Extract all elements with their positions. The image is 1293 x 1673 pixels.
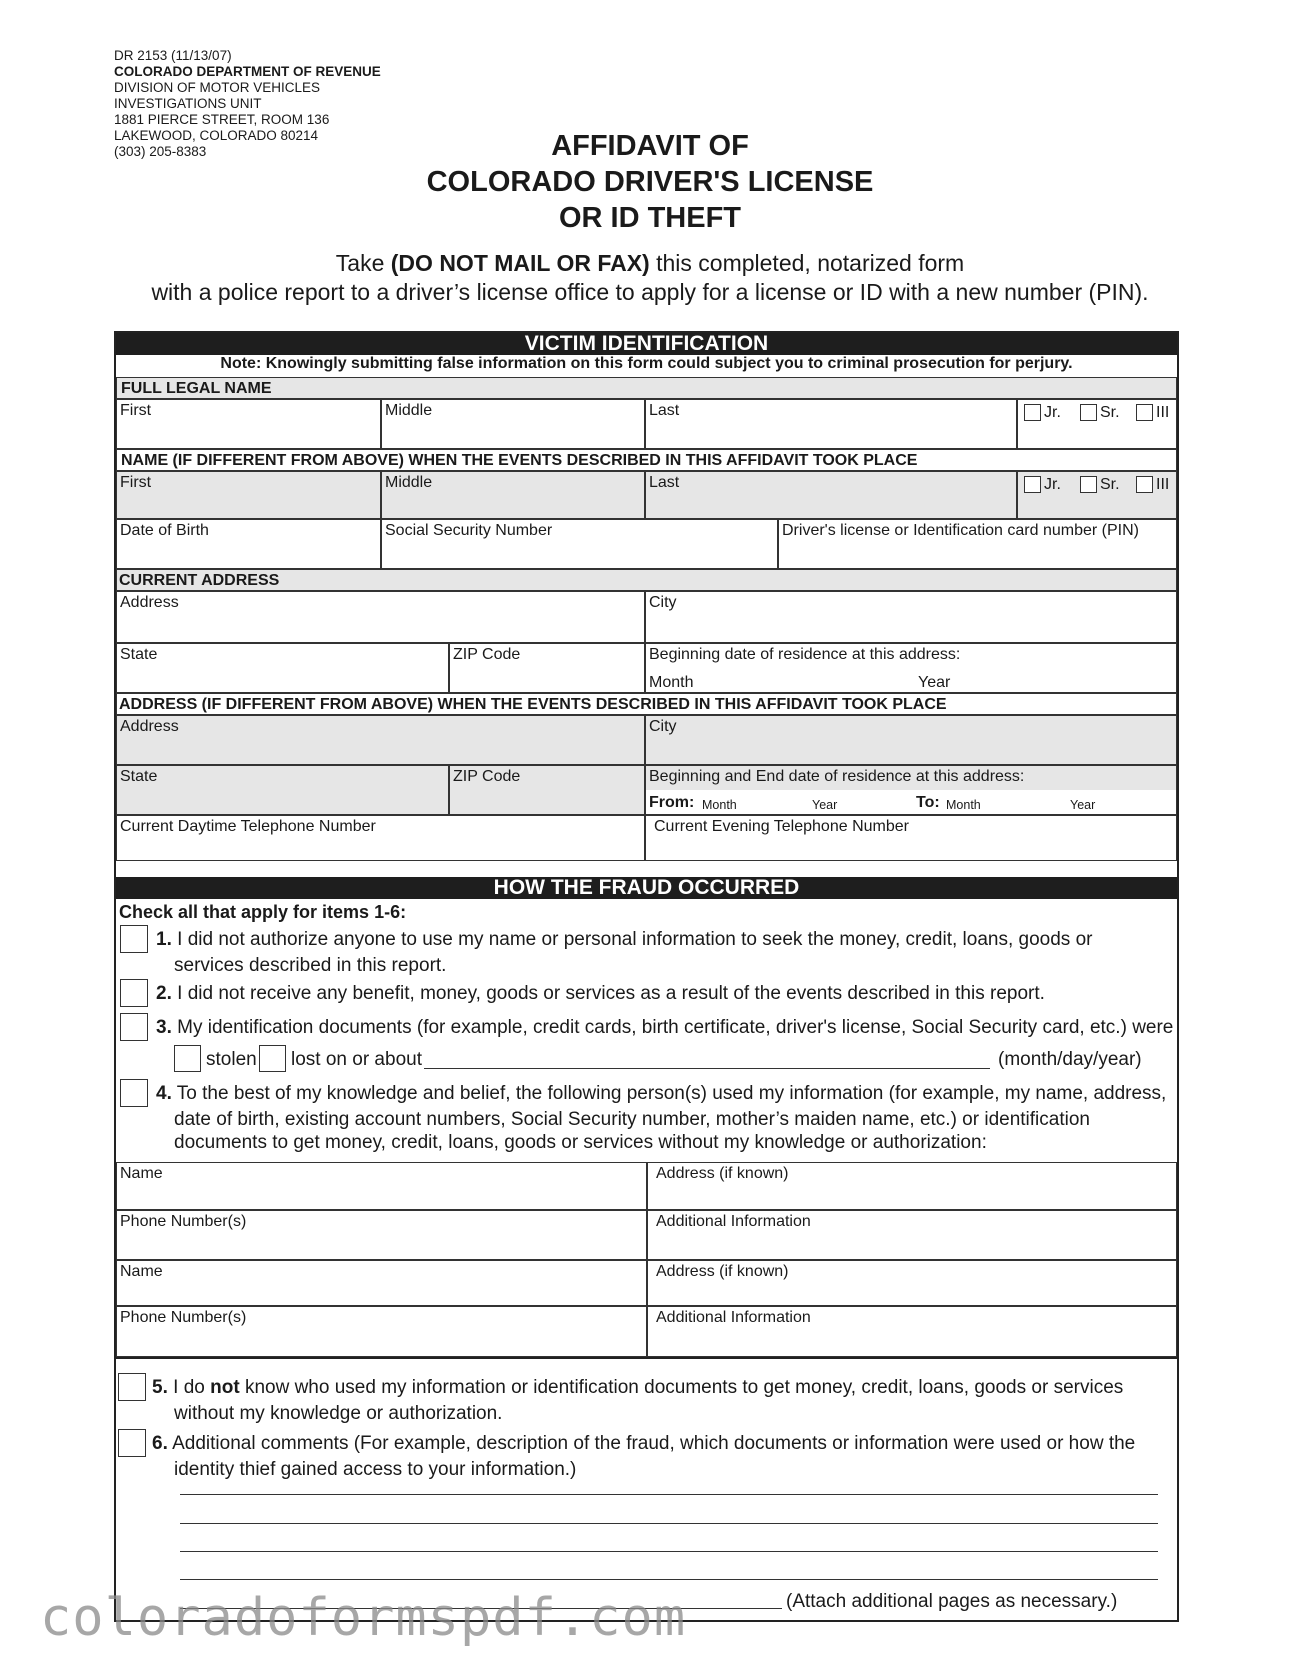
first-name-field[interactable] bbox=[116, 399, 381, 449]
begin-month-label: Month bbox=[649, 674, 694, 691]
iii-checkbox[interactable] bbox=[1136, 404, 1153, 421]
suspect-2-name-field[interactable] bbox=[116, 1260, 647, 1306]
suspect-2-phone-field[interactable] bbox=[116, 1306, 647, 1357]
fraud-bar: HOW THE FRAUD OCCURRED bbox=[116, 877, 1177, 899]
current-state-field[interactable] bbox=[116, 643, 449, 693]
victim-identification-bar: VICTIM IDENTIFICATION bbox=[116, 333, 1177, 355]
item-1-text bbox=[156, 927, 1092, 953]
prior-iii-label: III bbox=[1156, 476, 1170, 493]
dob-field[interactable] bbox=[116, 519, 381, 569]
begin-end-label: Beginning and End date of residence at this address: bbox=[649, 768, 1025, 785]
item-2-text bbox=[156, 981, 1045, 1007]
title-line-2: COLORADO DRIVER'S LICENSE bbox=[426, 166, 874, 198]
to-month-label: Month bbox=[946, 798, 981, 812]
prior-first-name-field[interactable] bbox=[116, 471, 381, 519]
residence-range-field[interactable] bbox=[645, 765, 1177, 815]
instr-line-2: with a police report to a driver’s license office to apply for a license or ID with a new number (PIN). bbox=[151, 279, 1149, 305]
unit-name: INVESTIGATIONS UNIT bbox=[114, 96, 262, 111]
suspect-1-address-field[interactable] bbox=[647, 1162, 1177, 1210]
zip-label: ZIP Code bbox=[453, 646, 521, 663]
title-line-1: AFFIDAVIT OF bbox=[551, 130, 749, 162]
name-different-label: NAME (IF DIFFERENT FROM ABOVE) WHEN THE EVENTS DESCRIBED IN THIS AFFIDAVIT TOOK PLACE bbox=[121, 452, 918, 469]
date-format-label: (month/day/year) bbox=[998, 1049, 1142, 1070]
check-all-instruction: Check all that apply for items 1-6: bbox=[119, 902, 407, 922]
prior-sr-label: Sr. bbox=[1100, 476, 1120, 493]
prior-iii-checkbox[interactable] bbox=[1136, 476, 1153, 493]
attach-pages-note: (Attach additional pages as necessary.) bbox=[786, 1591, 1118, 1612]
prior-address-label: Address bbox=[120, 718, 179, 735]
last-label: Last bbox=[649, 402, 680, 419]
sr-label: Sr. bbox=[1100, 404, 1120, 421]
suffix-group bbox=[1017, 399, 1177, 449]
form-title bbox=[300, 128, 1000, 236]
begin-date-label: Beginning date of residence at this address: bbox=[649, 646, 961, 663]
item-1-checkbox[interactable] bbox=[120, 925, 148, 953]
item-3-number: 3. bbox=[156, 1017, 172, 1038]
item-5-text bbox=[152, 1375, 1123, 1401]
suspect-2-info-label: Additional Information bbox=[656, 1309, 811, 1326]
current-address-label: CURRENT ADDRESS bbox=[119, 572, 280, 589]
suspect-1-name-field[interactable] bbox=[116, 1162, 647, 1210]
instructions bbox=[110, 249, 1190, 307]
residence-begin-date-field[interactable] bbox=[645, 643, 1177, 693]
watermark: coloradoformspdf.com bbox=[40, 1588, 687, 1648]
stolen-label: stolen bbox=[206, 1049, 257, 1070]
suspect-1-info-label: Additional Information bbox=[656, 1213, 811, 1230]
full-legal-name-label: FULL LEGAL NAME bbox=[121, 380, 272, 397]
item-1-line-1: I did not authorize anyone to use my name or personal information to seek the money, credit, loans, goods or bbox=[177, 929, 1093, 950]
department-name: COLORADO DEPARTMENT OF REVENUE bbox=[114, 64, 381, 79]
prior-middle-label: Middle bbox=[385, 474, 433, 491]
sr-checkbox[interactable] bbox=[1080, 404, 1097, 421]
prior-suffix-group bbox=[1017, 471, 1177, 519]
item-5-checkbox[interactable] bbox=[118, 1373, 146, 1401]
item-4-text bbox=[156, 1081, 1166, 1107]
city-address: LAKEWOOD, COLORADO 80214 bbox=[114, 128, 319, 143]
item-1-line-2: services described in this report. bbox=[174, 955, 447, 976]
state-label: State bbox=[120, 646, 158, 663]
ssn-field[interactable] bbox=[381, 519, 778, 569]
daytime-phone-field[interactable] bbox=[116, 815, 645, 861]
item-1-number: 1. bbox=[156, 929, 172, 950]
middle-label: Middle bbox=[385, 402, 433, 419]
item-5-i-do: I do bbox=[173, 1377, 205, 1398]
item-4-number: 4. bbox=[156, 1083, 172, 1104]
agency-phone: (303) 205-8383 bbox=[114, 144, 207, 159]
item-3-line: My identification documents (for example, credit cards, birth certificate, driver's license, Social Security card, etc.) were bbox=[177, 1017, 1174, 1038]
item-4-line-1: To the best of my knowledge and belief, the following person(s) used my information (for example, my name, address, bbox=[176, 1083, 1167, 1104]
stolen-checkbox[interactable] bbox=[174, 1045, 201, 1072]
middle-name-field[interactable] bbox=[381, 399, 645, 449]
item-2-checkbox[interactable] bbox=[120, 979, 148, 1007]
instr-rest: this completed, notarized form bbox=[656, 250, 965, 276]
item-5-line-2: without my knowledge or authorization. bbox=[174, 1403, 503, 1424]
address-label: Address bbox=[120, 594, 179, 611]
suspect-2-address-field[interactable] bbox=[647, 1260, 1177, 1306]
evening-phone-field[interactable] bbox=[645, 815, 1177, 861]
dl-number-field[interactable] bbox=[778, 519, 1177, 569]
last-name-field[interactable] bbox=[645, 399, 1017, 449]
item-3-checkbox[interactable] bbox=[120, 1013, 148, 1041]
item-6-line-1: Additional comments (For example, description of the fraud, which documents or information were used or how the bbox=[172, 1433, 1136, 1454]
prior-state-label: State bbox=[120, 768, 158, 785]
comment-line-4[interactable] bbox=[180, 1579, 1158, 1580]
affidavit-form bbox=[114, 331, 1179, 1622]
day-phone-label: Current Daytime Telephone Number bbox=[120, 818, 376, 835]
dl-number-label: Driver's license or Identification card number (PIN) bbox=[782, 522, 1139, 539]
suspect-1-name-label: Name bbox=[120, 1165, 163, 1182]
first-label: First bbox=[120, 402, 152, 419]
prior-jr-label: Jr. bbox=[1044, 476, 1061, 493]
item-2-line: I did not receive any benefit, money, goods or services as a result of the events described in this report. bbox=[177, 983, 1045, 1004]
prior-city-field[interactable] bbox=[645, 715, 1177, 765]
prior-last-name-field[interactable] bbox=[645, 471, 1017, 519]
to-label: To: bbox=[916, 794, 940, 811]
suspect-2-phone-label: Phone Number(s) bbox=[120, 1309, 247, 1326]
jr-checkbox[interactable] bbox=[1024, 404, 1041, 421]
item-4-line-3: documents to get money, credit, loans, goods or services without my knowledge or authorization: bbox=[174, 1132, 987, 1153]
item-4-checkbox[interactable] bbox=[120, 1079, 148, 1107]
prior-state-field[interactable] bbox=[116, 765, 449, 815]
item-3-text bbox=[156, 1015, 1173, 1041]
suspect-1-phone-label: Phone Number(s) bbox=[120, 1213, 247, 1230]
address-different-label: ADDRESS (IF DIFFERENT FROM ABOVE) WHEN THE EVENTS DESCRIBED IN THIS AFFIDAVIT TOOK PLACE bbox=[119, 696, 947, 713]
address-different-header bbox=[116, 693, 1177, 715]
perjury-note: Note: Knowingly submitting false information on this form could subject you to criminal prosecution for perjury. bbox=[220, 355, 1073, 372]
prior-address-field[interactable] bbox=[116, 715, 645, 765]
ssn-label: Social Security Number bbox=[385, 522, 553, 539]
prior-first-label: First bbox=[120, 474, 152, 491]
lost-checkbox[interactable] bbox=[259, 1045, 286, 1072]
prior-zip-label: ZIP Code bbox=[453, 768, 521, 785]
prior-middle-name-field[interactable] bbox=[381, 471, 645, 519]
current-city-field[interactable] bbox=[645, 591, 1177, 643]
current-address-field[interactable] bbox=[116, 591, 645, 643]
jr-label: Jr. bbox=[1044, 404, 1061, 421]
division-name: DIVISION OF MOTOR VEHICLES bbox=[114, 80, 321, 95]
suspect-2-address-label: Address (if known) bbox=[656, 1263, 789, 1280]
form-id: DR 2153 (11/13/07) bbox=[114, 48, 232, 63]
name-different-header bbox=[116, 449, 1177, 471]
lost-date-line[interactable] bbox=[424, 1068, 990, 1069]
item-2-number: 2. bbox=[156, 983, 172, 1004]
to-year-label: Year bbox=[1070, 798, 1096, 812]
title-line-3: OR ID THEFT bbox=[558, 202, 742, 234]
suspect-2-name-label: Name bbox=[120, 1263, 163, 1280]
current-zip-field[interactable] bbox=[449, 643, 645, 693]
current-address-header bbox=[116, 569, 1177, 591]
from-year-label: Year bbox=[812, 798, 838, 812]
item-5-number: 5. bbox=[152, 1377, 168, 1398]
from-label: From: bbox=[649, 794, 695, 811]
suspect-1-phone-field[interactable] bbox=[116, 1210, 647, 1260]
suspect-2-info-field[interactable] bbox=[647, 1306, 1177, 1357]
from-month-label: Month bbox=[702, 798, 737, 812]
item-6-text bbox=[152, 1431, 1135, 1457]
comment-line-3[interactable] bbox=[180, 1551, 1158, 1552]
prior-jr-checkbox[interactable] bbox=[1024, 476, 1041, 493]
item-5-not: not bbox=[210, 1377, 240, 1398]
city-label: City bbox=[649, 594, 677, 611]
street-address: 1881 PIERCE STREET, ROOM 136 bbox=[114, 112, 330, 127]
prior-last-label: Last bbox=[649, 474, 680, 491]
dob-label: Date of Birth bbox=[120, 522, 209, 539]
item-6-line-2: identity thief gained access to your information.) bbox=[174, 1459, 577, 1480]
instr-take: Take bbox=[335, 250, 385, 276]
prior-sr-checkbox[interactable] bbox=[1080, 476, 1097, 493]
instr-warning: (DO NOT MAIL OR FAX) bbox=[390, 250, 650, 276]
prior-city-label: City bbox=[649, 718, 677, 735]
item-6-checkbox[interactable] bbox=[118, 1429, 146, 1457]
lost-on-label: lost on or about bbox=[291, 1049, 422, 1070]
comment-line-2[interactable] bbox=[180, 1523, 1158, 1524]
prior-zip-field[interactable] bbox=[449, 765, 645, 815]
comment-line-1[interactable] bbox=[180, 1494, 1158, 1495]
suspect-1-address-label: Address (if known) bbox=[656, 1165, 789, 1182]
evening-phone-label: Current Evening Telephone Number bbox=[654, 818, 909, 835]
suspect-1-info-field[interactable] bbox=[647, 1210, 1177, 1260]
begin-year-label: Year bbox=[918, 674, 951, 691]
item-5-line-1: know who used my information or identification documents to get money, credit, loans, goods or services bbox=[244, 1377, 1124, 1398]
item-4-line-2: date of birth, existing account numbers, Social Security number, mother’s maiden name, etc.) or identification bbox=[174, 1109, 1090, 1130]
iii-label: III bbox=[1156, 404, 1170, 421]
full-legal-name-header bbox=[116, 377, 1177, 399]
item-6-number: 6. bbox=[152, 1433, 168, 1454]
